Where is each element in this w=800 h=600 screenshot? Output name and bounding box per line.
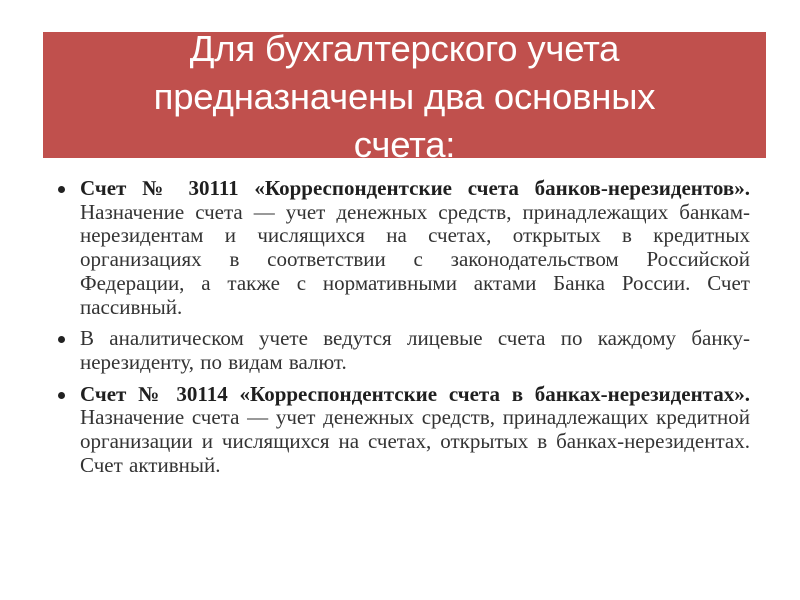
bullet-bold-heading: Счет № 30111 «Корреспондентские счета банков-нерезидентов». [80, 176, 750, 200]
slide-title [43, 32, 766, 158]
bullet-dot-icon [58, 392, 65, 399]
bullet-text [80, 177, 750, 319]
bullet-text [80, 327, 750, 374]
bullet-body: В аналитическом учете ведутся лицевые счета по каждому банку-нерезиденту, по видам валют. [80, 326, 750, 374]
bullet-body: Назначение счета — учет денежных средств, принадлежащих кредитной организации и числящихся на счетах, открытых в банках-нерезидентах. Счет активный. [80, 405, 750, 477]
bullet-dot-icon [58, 336, 65, 343]
bullet-text [80, 383, 750, 478]
bullet-list [58, 177, 750, 485]
bullet-bold-heading: Счет № 30114 «Корреспондентские счета в банках-нерезидентах». [80, 381, 750, 406]
slide-title-line-3: счета: [353, 124, 456, 158]
slide-title-line-2: предназначены два основных [153, 76, 656, 117]
bullet-item-account-30111 [58, 177, 750, 319]
bullet-item-analytic-accounting [58, 327, 750, 374]
bullet-item-account-30114 [58, 383, 750, 478]
bullet-body: Назначение счета — учет денежных средств, принадлежащих банкам-нерезидентам и числящихся на счетах, открытых в кредитных организациях в соответствии с законодательством Российской Федерации, а также с нормативными актами Банка России. Счет пассивный. [80, 199, 750, 319]
bullet-dot-icon [58, 186, 65, 193]
slide-title-line-1: Для бухгалтерского учета [189, 32, 620, 69]
slide-title-box [43, 32, 766, 158]
